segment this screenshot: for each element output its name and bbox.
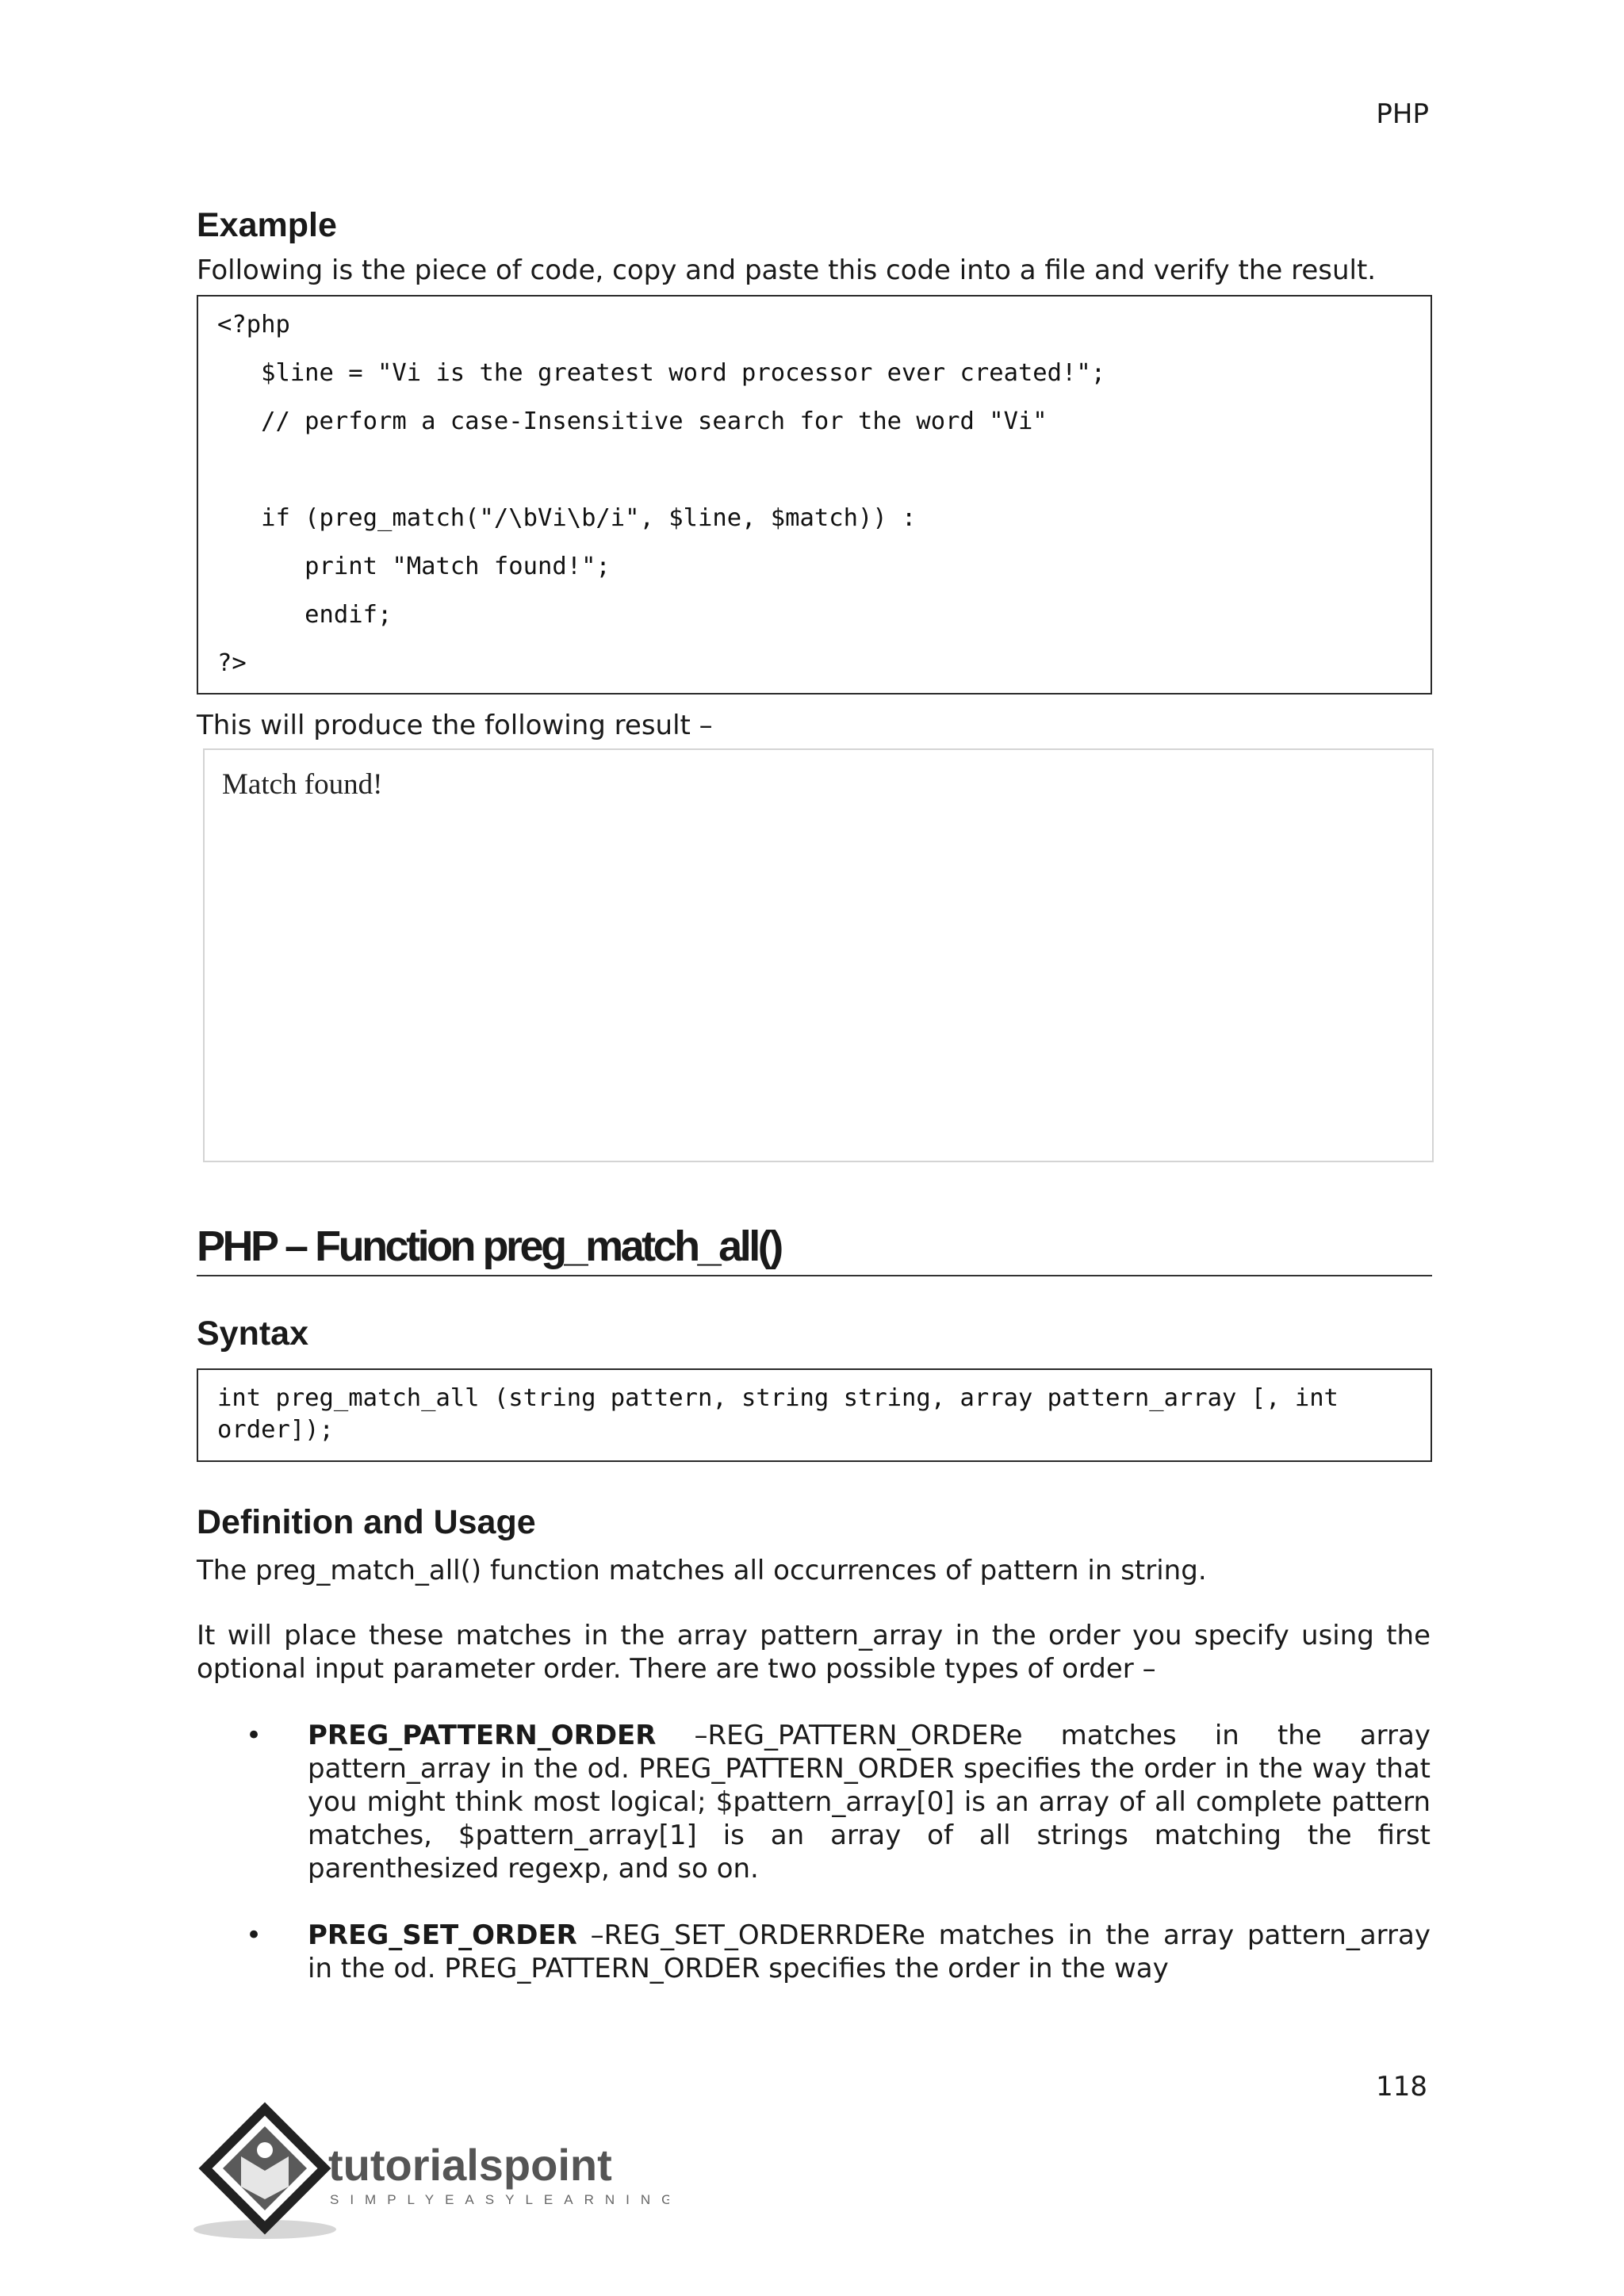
result-output-box [203,748,1434,1162]
result-output-text: Match found! [222,768,383,801]
list-item-text: –REG_SET_ORDERRDERe matches in the array pattern_array in the od. PREG_PATTERN_ORDER specifies the order in the way [308,1919,1431,1984]
logo-icon [193,2101,669,2244]
bullet-icon: • [246,1919,262,1951]
running-header: PHP [1376,98,1429,130]
list-item-term: PREG_PATTERN_ORDER [308,1720,657,1751]
definition-paragraph-1: The preg_match_all() function matches all occurrences of pattern in string. [197,1555,1207,1586]
bullet-icon: • [246,1720,262,1751]
list-item-text: –REG_PATTERN_ORDERe matches in the array pattern_array in the od. PREG_PATTERN_ORDER specifies the order in the way that you might think most logical; $pattern_array[0] is an array of all complete pattern matches, $pattern_array[1] is an array of all strings matching the first parenthesized regexp, and so on. [308,1720,1431,1885]
syntax-code: int preg_match_all (string pattern, string string, array pattern_array [, int order]); [217,1384,1339,1444]
definition-heading: Definition and Usage [197,1503,536,1541]
example-code-block [197,295,1432,695]
logo-text: tutorialspoint [328,2140,612,2190]
logo-tagline: SIMPLYEASYLEARNING [330,2192,669,2207]
example-intro: Following is the piece of code, copy and paste this code into a file and verify the result. [197,254,1377,286]
function-title: PHP – Function preg_match_all() [197,1223,1432,1276]
page-content [197,203,1431,1985]
code-line: print "Match found!"; [217,553,611,580]
code-line: ?> [217,649,247,677]
order-types-list [197,1719,1431,1985]
syntax-code-block [197,1368,1432,1462]
code-line [217,446,1431,494]
syntax-heading: Syntax [197,1314,309,1353]
example-heading: Example [197,206,337,244]
tutorialspoint-logo [193,2101,669,2244]
list-item [197,1919,1431,1985]
code-line: // perform a case-Insensitive search for the word "Vi" [217,408,1048,435]
code-line: <?php [217,311,290,339]
definition-paragraph-2: It will place these matches in the array pattern_array in the order you specify using the optional input parameter order. There are two possible types of order – [197,1620,1431,1685]
code-line: $line = "Vi is the greatest word processor ever created!"; [217,359,1106,387]
result-intro: This will produce the following result – [197,710,713,741]
code-line: endif; [217,601,393,629]
list-item-term: PREG_SET_ORDER [308,1919,577,1951]
list-item [197,1719,1431,1885]
page-number: 118 [1376,2071,1427,2103]
code-line: if (preg_match("/\bVi\b/i", $line, $match)) : [217,504,917,532]
